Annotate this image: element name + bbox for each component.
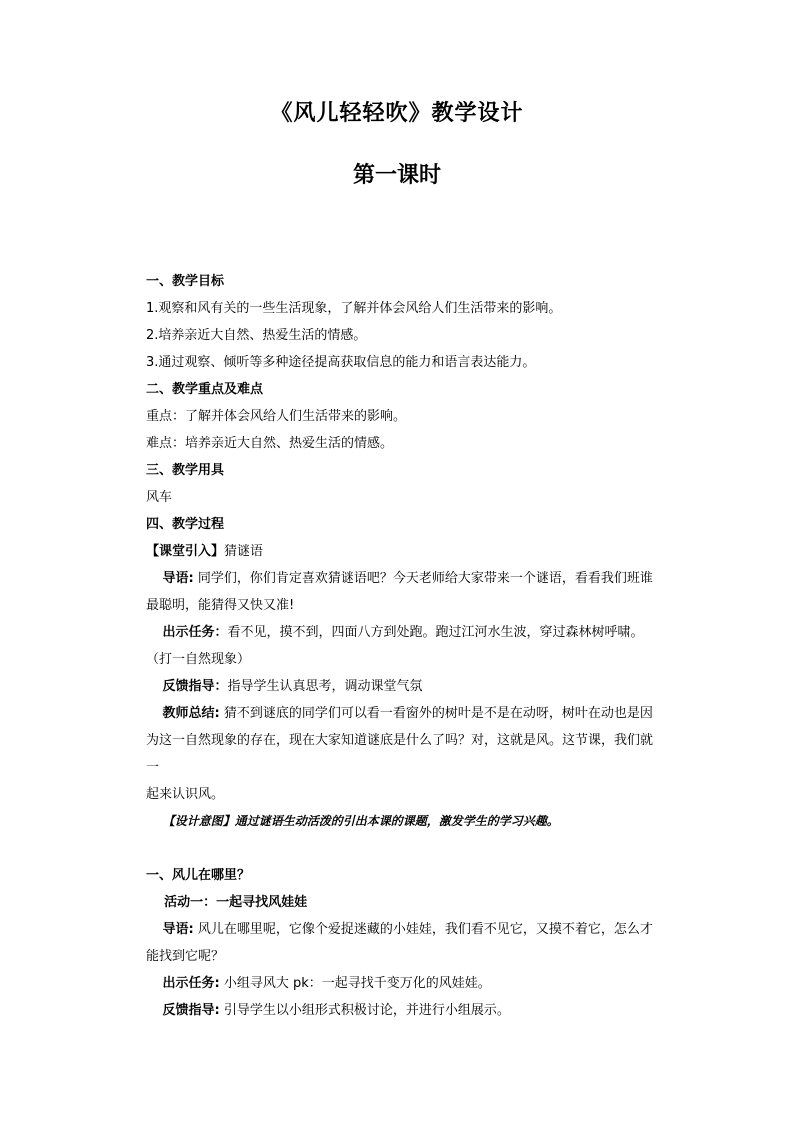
document-title: 《风儿轻轻吹》教学设计 [270, 100, 524, 126]
document-body [146, 268, 658, 1024]
summary-line-1 [146, 700, 658, 727]
focus-label: 重点： [146, 409, 186, 424]
guide2-line-2: 能找到它呢？ [146, 949, 225, 964]
intro-line [146, 538, 658, 565]
activity-heading [146, 889, 658, 916]
section-heading-tools: 三、教学用具 [146, 463, 225, 478]
summary-line-3: 起来认识风。 [146, 787, 225, 802]
focus-text: 了解并体会风给人们生活带来的影响。 [185, 409, 407, 424]
feedback-line [146, 673, 658, 700]
summary-label: 教师总结: [162, 706, 220, 721]
feedback-label: 反馈指导： [162, 679, 228, 694]
feedback2-line [146, 997, 658, 1024]
document-subtitle: 第一课时 [352, 162, 441, 188]
summary-text-1: 猜不到谜底的同学们可以看一看窗外的树叶是不是在动呀，树叶在动也是因 [219, 706, 653, 721]
task-line-1 [146, 619, 658, 646]
feedback2-text: 引导学生以小组形式积极讨论，并进行小组展示。 [219, 1003, 510, 1018]
task2-text: 小组寻风大 pk：一起寻找千变万化的风娃娃。 [219, 976, 491, 991]
section-heading-goals: 一、教学目标 [146, 274, 225, 289]
feedback2-label: 反馈指导: [162, 1003, 220, 1018]
task-line-2: （打一自然现象） [146, 652, 251, 667]
design-text: 通过谜语生动活泼的引出本课的课题，激发学生的学习兴趣。 [234, 814, 559, 828]
goal-item-3: 3.通过观察、倾听等多种途径提高获取信息的能力和语言表达能力。 [146, 355, 536, 370]
section-heading-key-points: 二、教学重点及难点 [146, 382, 264, 397]
goal-item-1: 1.观察和风有关的一些生活现象，了解并体会风给人们生活带来的影响。 [146, 301, 562, 316]
focus-line [146, 403, 658, 430]
design-label: 【设计意图】 [162, 814, 235, 828]
guide-text-1: 同学们，你们肯定喜欢猜谜语吧？今天老师给大家带来一个谜语，看看我们班谁 [193, 571, 653, 586]
task-label: 出示任务： [162, 625, 228, 640]
activity-text: 活动一：一起寻找风娃娃 [164, 895, 308, 910]
summary-line-2: 为这一自然现象的存在，现在大家知道谜底是什么了吗？对，这就是风。这节课，我们就一 [146, 733, 654, 775]
section-heading-where-wind: 一、风儿在哪里？ [146, 868, 251, 883]
section-heading-process: 四、教学过程 [146, 517, 225, 532]
goal-item-2: 2.培养亲近大自然、热爱生活的情感。 [146, 328, 367, 343]
task-text-1: 看不见，摸不到，四面八方到处跑。跑过江河水生波，穿过森林树呼啸。 [227, 625, 644, 640]
guide2-line-1 [146, 916, 658, 943]
design-intent-line [146, 808, 658, 835]
task2-line [146, 970, 658, 997]
feedback-text: 指导学生认真思考，调动课堂气氛 [227, 679, 423, 694]
guide-line-2: 最聪明，能猜得又快又准! [146, 598, 295, 613]
guide2-text-1: 风儿在哪里呢，它像个爱捉迷藏的小娃娃，我们看不见它，又摸不着它，怎么才 [193, 922, 653, 937]
task2-label: 出示任务: [162, 976, 220, 991]
intro-text: 猜谜语 [224, 544, 264, 559]
spacer [146, 835, 658, 862]
tools-text: 风车 [146, 490, 173, 505]
difficulty-text: 培养亲近大自然、热爱生活的情感。 [185, 436, 394, 451]
intro-label: 【课堂引入】 [146, 544, 225, 559]
guide-label: 导语: [162, 571, 194, 586]
guide-line-1 [146, 565, 658, 592]
difficulty-line [146, 430, 658, 457]
guide2-label: 导语: [162, 922, 194, 937]
difficulty-label: 难点： [146, 436, 186, 451]
